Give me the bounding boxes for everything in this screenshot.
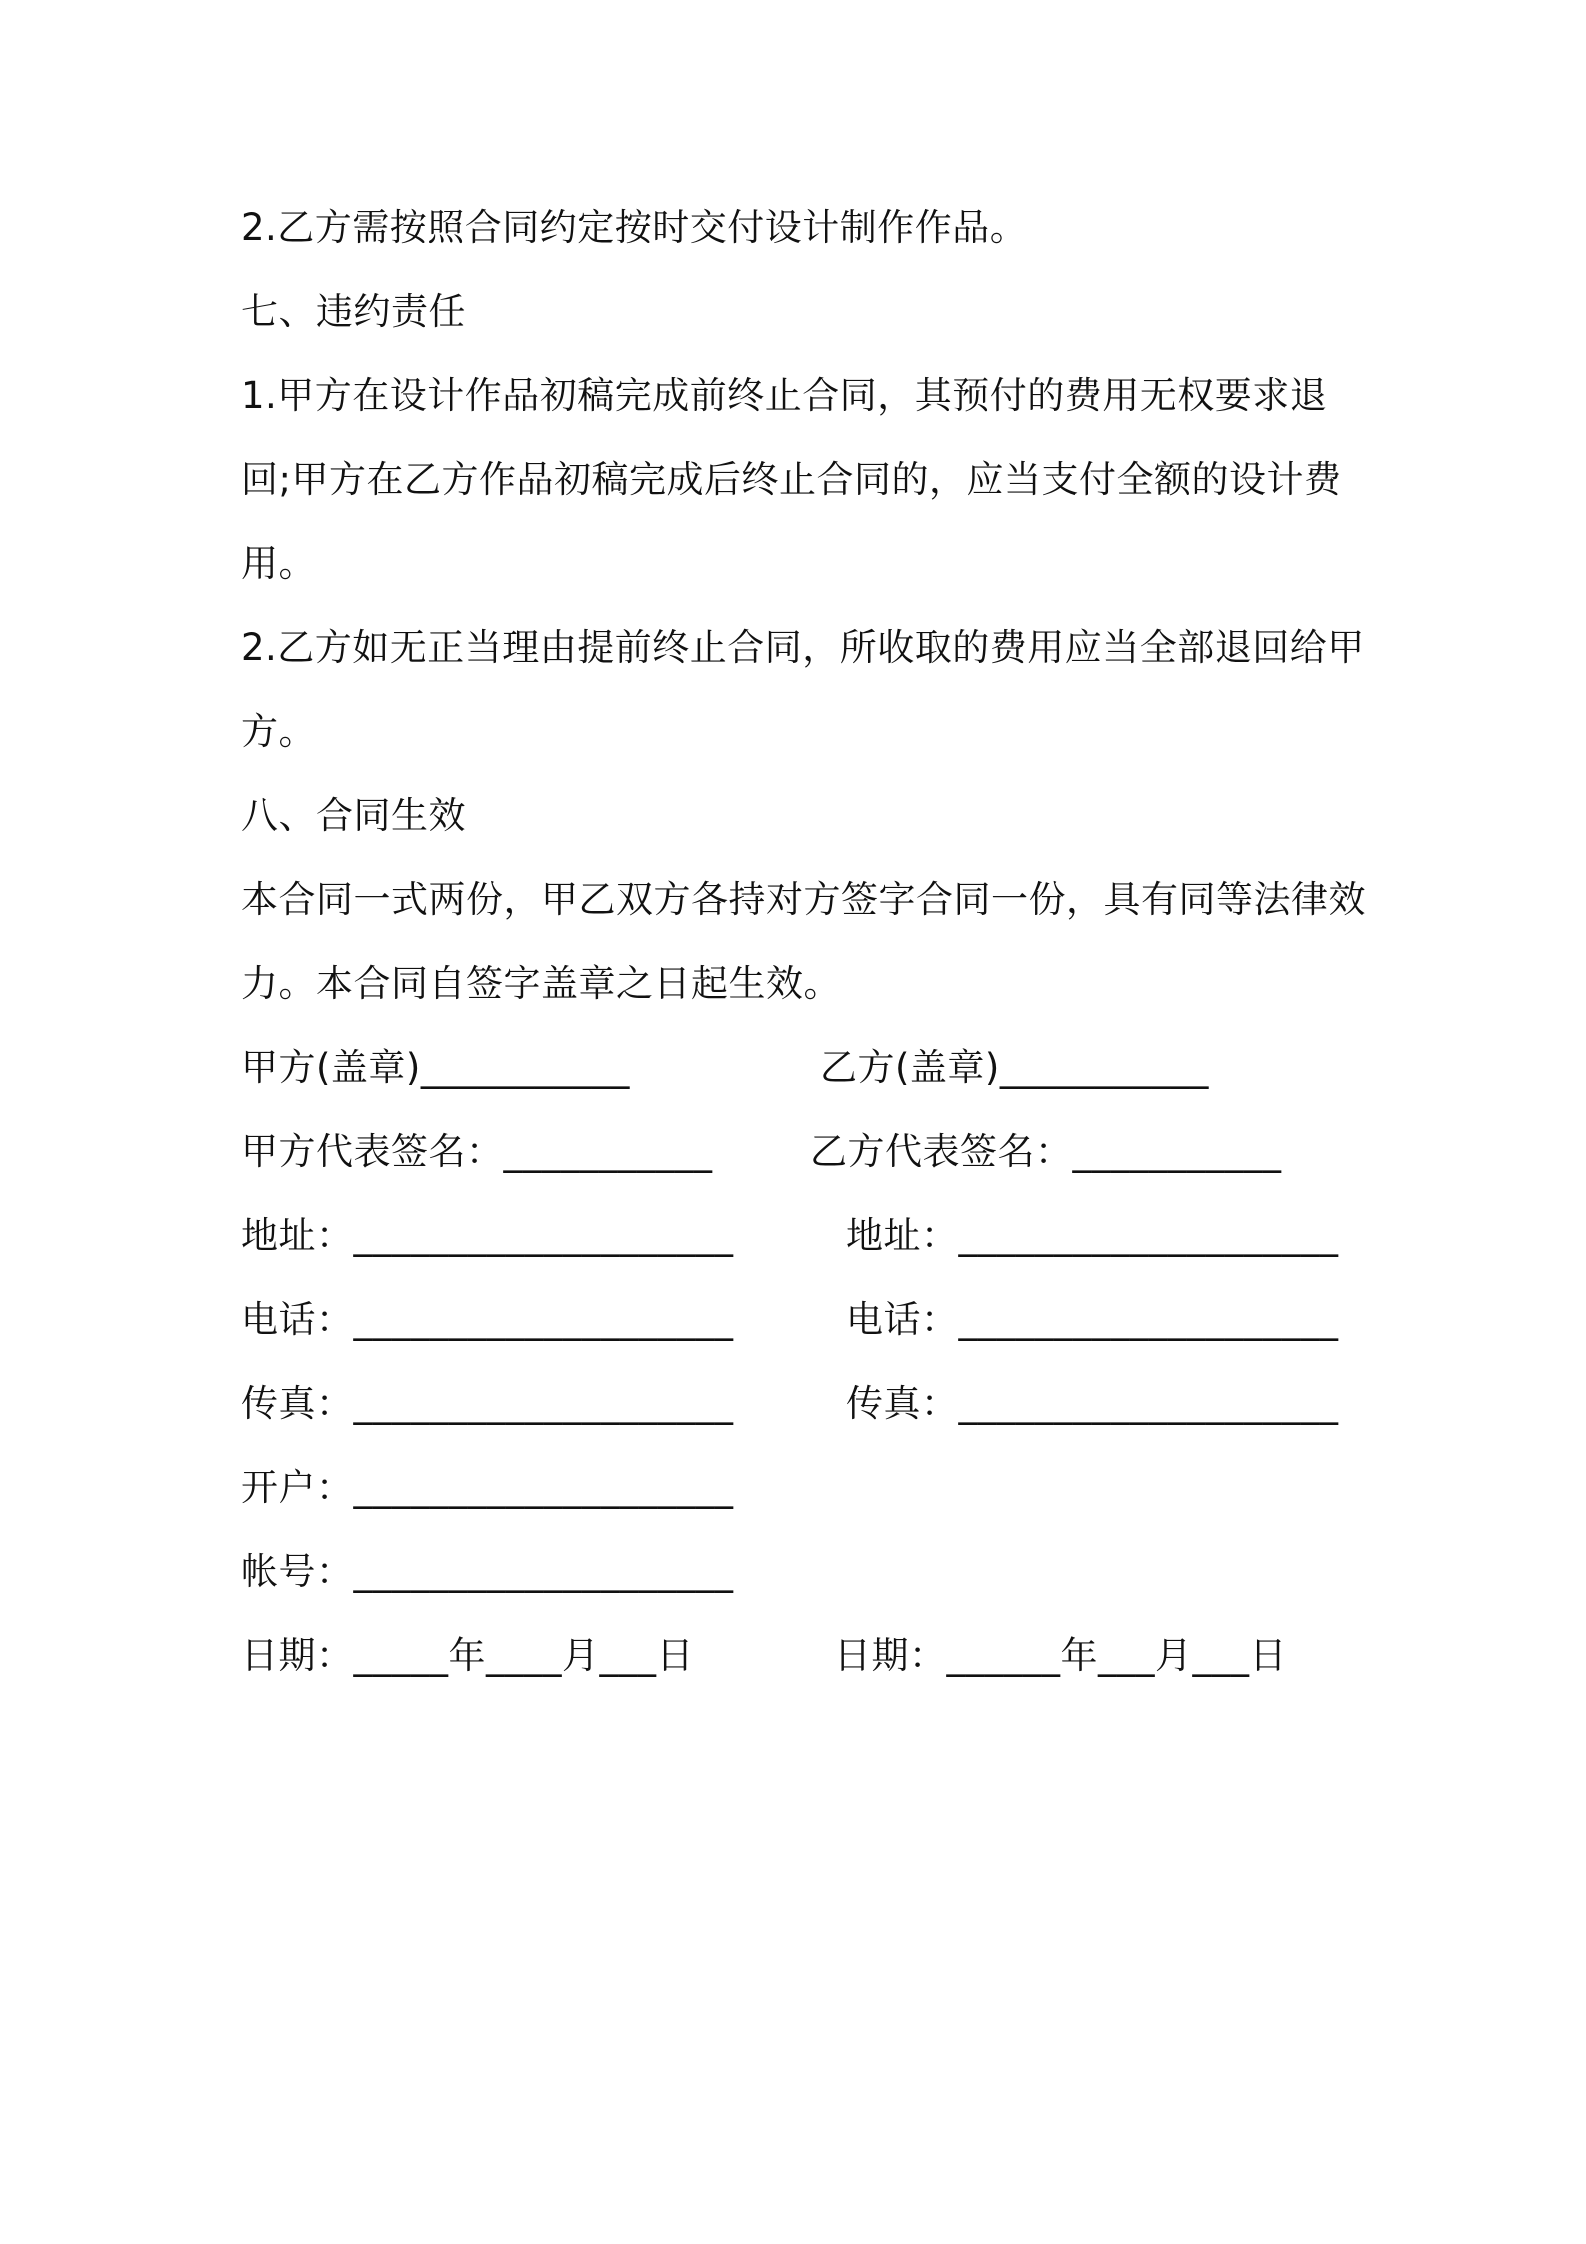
- party-a-bank: 开户：____________________: [241, 1466, 734, 1509]
- party-a-seal: 甲方(盖章)___________: [241, 1046, 630, 1089]
- party-b-address: 地址：____________________: [846, 1214, 1339, 1257]
- party-b-date: 日期：______年___月___日: [834, 1634, 1287, 1677]
- party-a-rep-signature: 甲方代表签名：___________: [241, 1130, 713, 1173]
- breach-clause-1-line-3: 用。: [241, 542, 316, 585]
- party-b-phone: 电话：____________________: [846, 1298, 1339, 1341]
- party-a-fax: 传真：____________________: [241, 1382, 734, 1425]
- breach-clause-2-line-2: 方。: [241, 710, 316, 753]
- breach-clause-2-line-1: 2.乙方如无正当理由提前终止合同，所收取的费用应当全部退回给甲: [241, 626, 1365, 669]
- breach-clause-1-line-1: 1.甲方在设计作品初稿完成前终止合同，其预付的费用无权要求退: [241, 374, 1328, 417]
- party-b-fax: 传真：____________________: [846, 1382, 1339, 1425]
- effect-clause-line-2: 力。本合同自签字盖章之日起生效。: [241, 962, 841, 1005]
- party-a-phone: 电话：____________________: [241, 1298, 734, 1341]
- party-a-address: 地址：____________________: [241, 1214, 734, 1257]
- party-a-account: 帐号：____________________: [241, 1550, 734, 1593]
- party-b-rep-signature: 乙方代表签名：___________: [810, 1130, 1282, 1173]
- party-b-seal: 乙方(盖章)___________: [820, 1046, 1209, 1089]
- breach-clause-1-line-2: 回;甲方在乙方作品初稿完成后终止合同的，应当支付全额的设计费: [241, 458, 1342, 501]
- effect-clause-line-1: 本合同一式两份，甲乙双方各持对方签字合同一份，具有同等法律效: [241, 878, 1366, 921]
- section-heading-effect: 八、合同生效: [241, 794, 466, 837]
- clause-delivery: 2.乙方需按照合同约定按时交付设计制作作品。: [241, 206, 1028, 249]
- party-a-date: 日期：_____年____月___日: [241, 1634, 694, 1677]
- section-heading-breach: 七、违约责任: [241, 290, 466, 333]
